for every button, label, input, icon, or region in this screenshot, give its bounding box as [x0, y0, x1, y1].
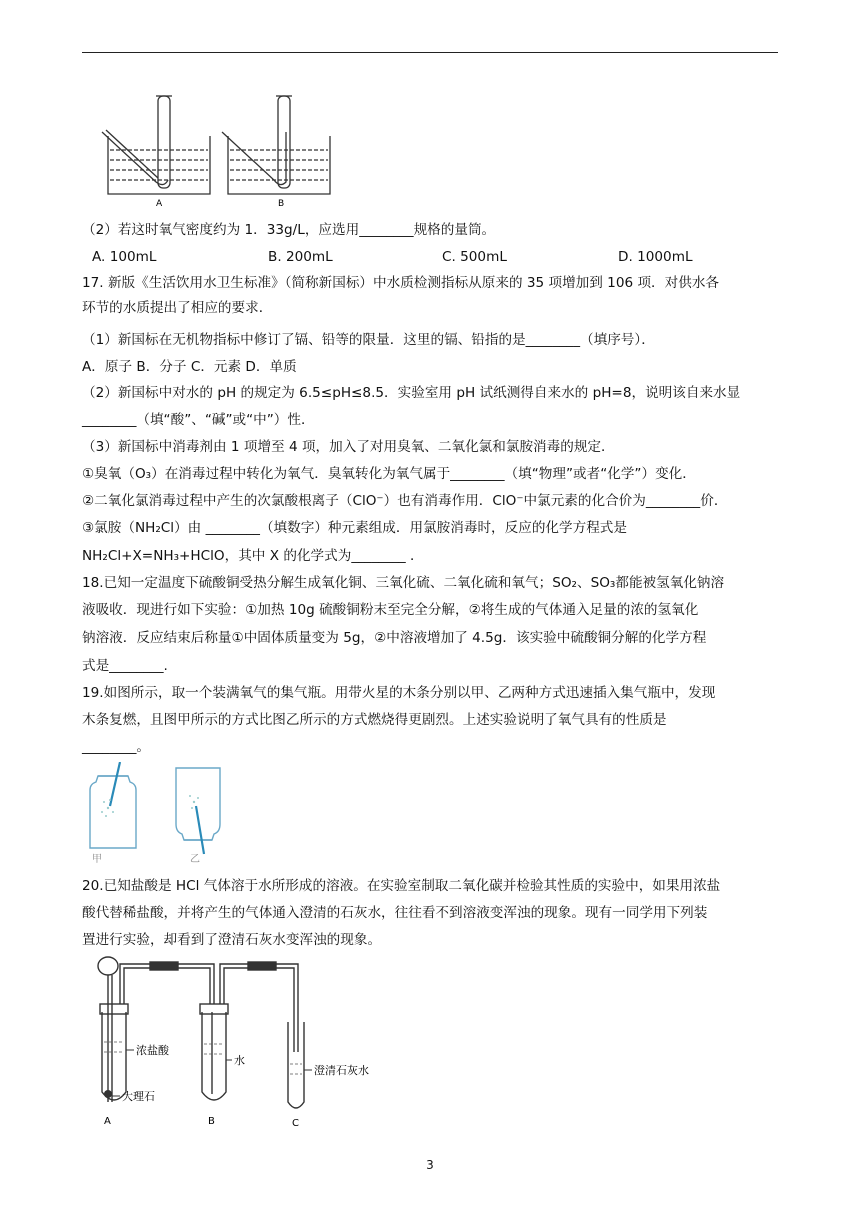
label-water: 水	[234, 1054, 245, 1067]
apparatus-figure	[90, 952, 390, 1132]
q17-line: 17. 新版《生活饮用水卫生标准》（简称新国标）中水质检测指标从原来的 35 项增加到 106 项．对供水各	[82, 275, 720, 291]
q19-line: 木条复燃，且图甲所示的方式比图乙所示的方式燃烧得更剧烈。上述实验说明了氧气具有的性质是	[82, 712, 667, 728]
label-limewater: 澄清石灰水	[314, 1064, 369, 1077]
label-marble: 大理石	[122, 1090, 155, 1103]
q18-line: 18.已知一定温度下硫酸铜受热分解生成氧化铜、三氧化硫、二氧化硫和氧气；SO₂、SO₃都能被氢氧化钠溶	[82, 575, 725, 591]
q17-line: （2）新国标中对水的 pH 的规定为 6.5≤pH≤8.5．实验室用 pH 试纸测得自来水的 pH=8，说明该自来水显	[82, 385, 741, 401]
q20-line: 置进行实验，却看到了澄清石灰水变浑浊的现象。	[82, 932, 382, 948]
q16-option-a: A. 100mL	[92, 249, 157, 265]
q17-line: 环节的水质提出了相应的要求．	[82, 300, 273, 316]
figure-label-b: B	[278, 199, 285, 209]
q17-line: NH₂Cl+X=NH₃+HClO，其中 X 的化学式为________ ．	[82, 548, 424, 564]
figure-label-a: A	[156, 199, 163, 209]
label-b: B	[208, 1116, 215, 1127]
jar-label-yi: 乙	[190, 854, 200, 865]
q17-line: ②二氧化氯消毒过程中产生的次氯酸根离子（ClO⁻）也有消毒作用．ClO⁻中氯元素的化合价为________价．	[82, 493, 728, 509]
jar-label-jia: 甲	[92, 854, 102, 865]
q17-line: （3）新国标中消毒剂由 1 项增至 4 项，加入了对用臭氧、二氧化氯和氯胺消毒的规定．	[82, 439, 615, 455]
q18-line: 液吸收．现进行如下实验：①加热 10g 硫酸铜粉末至完全分解，②将生成的气体通入足量的浓的氢氧化	[82, 602, 699, 618]
q16-option-b: B. 200mL	[268, 249, 333, 265]
q18-line: 钠溶液．反应结束后称量①中固体质量变为 5g，②中溶液增加了 4.5g．该实验中硫酸铜分解的化学方程	[82, 630, 707, 646]
q17-line: （1）新国标在无机物指标中修订了镉、铅等的限量．这里的镉、铅指的是________（填序号）．	[82, 332, 655, 348]
q16-part2-text: （2）若这时氧气密度约为 1．33g/L，应选用________规格的量筒。	[82, 222, 496, 238]
q20-line: 20.已知盐酸是 HCl 气体溶于水所形成的溶液。在实验室制取二氧化碳并检验其性质的实验中，如果用浓盐	[82, 878, 721, 894]
label-c: C	[292, 1118, 299, 1129]
q17-line: ①臭氧（O₃）在消毒过程中转化为氧气．臭氧转化为氧气属于________（填“物理”或者“化学”）变化．	[82, 466, 696, 482]
q16-option-d: D. 1000mL	[618, 249, 693, 265]
header-rule	[82, 52, 778, 53]
q17-line: ________（填“酸”、“碱”或“中”）性．	[82, 412, 315, 428]
q19-line: 19.如图所示，取一个装满氧气的集气瓶。用带火星的木条分别以甲、乙两种方式迅速插入集气瓶中，发现	[82, 685, 716, 701]
q17-line: ③氯胺（NH₂Cl）由 ________（填数字）种元素组成．用氯胺消毒时，反应的化学方程式是	[82, 520, 627, 536]
page-number: 3	[426, 1158, 434, 1172]
q19-line: ________。	[82, 739, 150, 755]
q18-line: 式是________.	[82, 658, 168, 674]
q16-option-c: C. 500mL	[442, 249, 507, 265]
label-a: A	[104, 1116, 111, 1127]
q20-line: 酸代替稀盐酸，并将产生的气体通入澄清的石灰水，往往看不到溶液变浑浊的现象。现有一同学用下列装	[82, 905, 708, 921]
gas-jar-figure	[80, 762, 230, 866]
label-concentrated-hcl: 浓盐酸	[136, 1044, 169, 1057]
q17-line: A．原子 B．分子 C．元素 D．单质	[82, 359, 297, 375]
gas-collection-figure	[98, 92, 338, 210]
